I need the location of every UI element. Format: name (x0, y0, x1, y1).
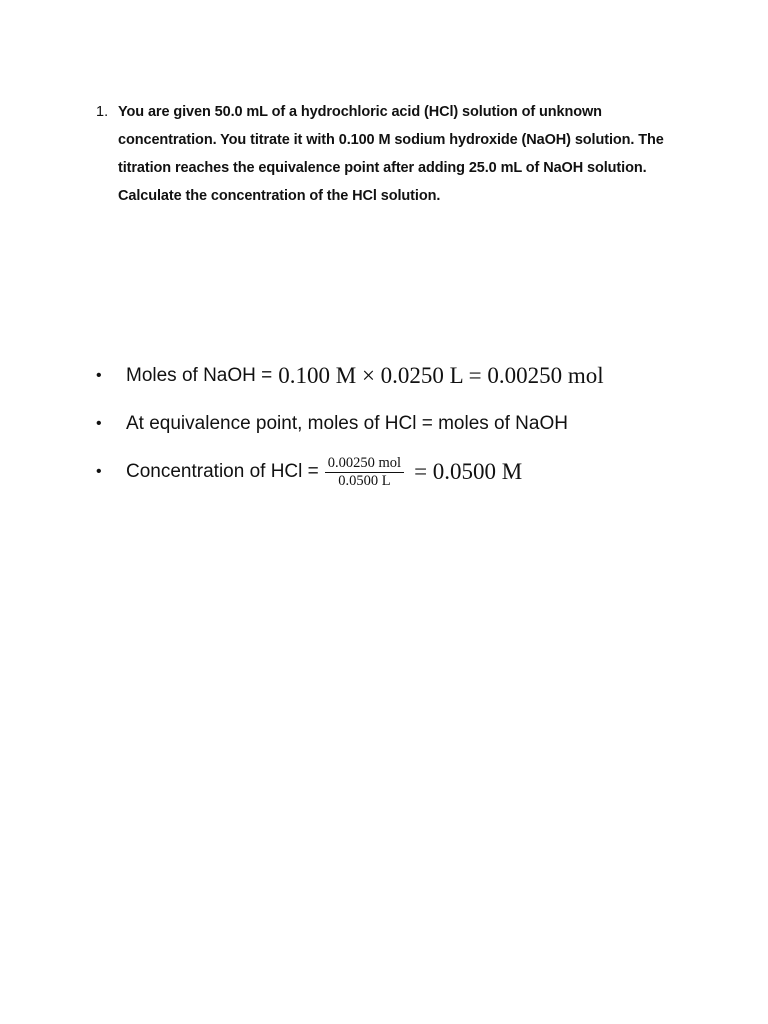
solution-step-moles-naoh (96, 352, 736, 400)
fraction-denominator: 0.0500 L (338, 472, 391, 489)
fraction-numerator: 0.00250 mol (325, 456, 404, 473)
solution-steps-list (96, 352, 736, 496)
question-item (96, 98, 676, 210)
solution-step-concentration (96, 448, 736, 496)
moles-naoh-equation: 0.100 M × 0.0250 L = 0.00250 mol (278, 363, 604, 388)
bullet-icon: • (96, 415, 102, 432)
step-label: Moles of NaOH = (126, 365, 273, 386)
question-number: 1. (96, 104, 109, 120)
step-label: At equivalence point, moles of HCl = moles of NaOH (126, 413, 568, 434)
question-text: You are given 50.0 mL of a hydrochloric acid (HCl) solution of unknown concentration. You titrate it with 0.100 M sodium hydroxide (NaOH) solution. The titration reaches the equivalence point after adding 25.0 mL of NaOH solution. Calculate the concentration of the HCl solution. (118, 104, 664, 204)
bullet-icon: • (96, 463, 102, 480)
concentration-result: = 0.0500 M (414, 459, 523, 484)
bullet-icon: • (96, 367, 102, 384)
concentration-fraction (325, 456, 404, 489)
solution-step-equivalence (96, 400, 736, 448)
step-label: Concentration of HCl = (126, 461, 319, 482)
